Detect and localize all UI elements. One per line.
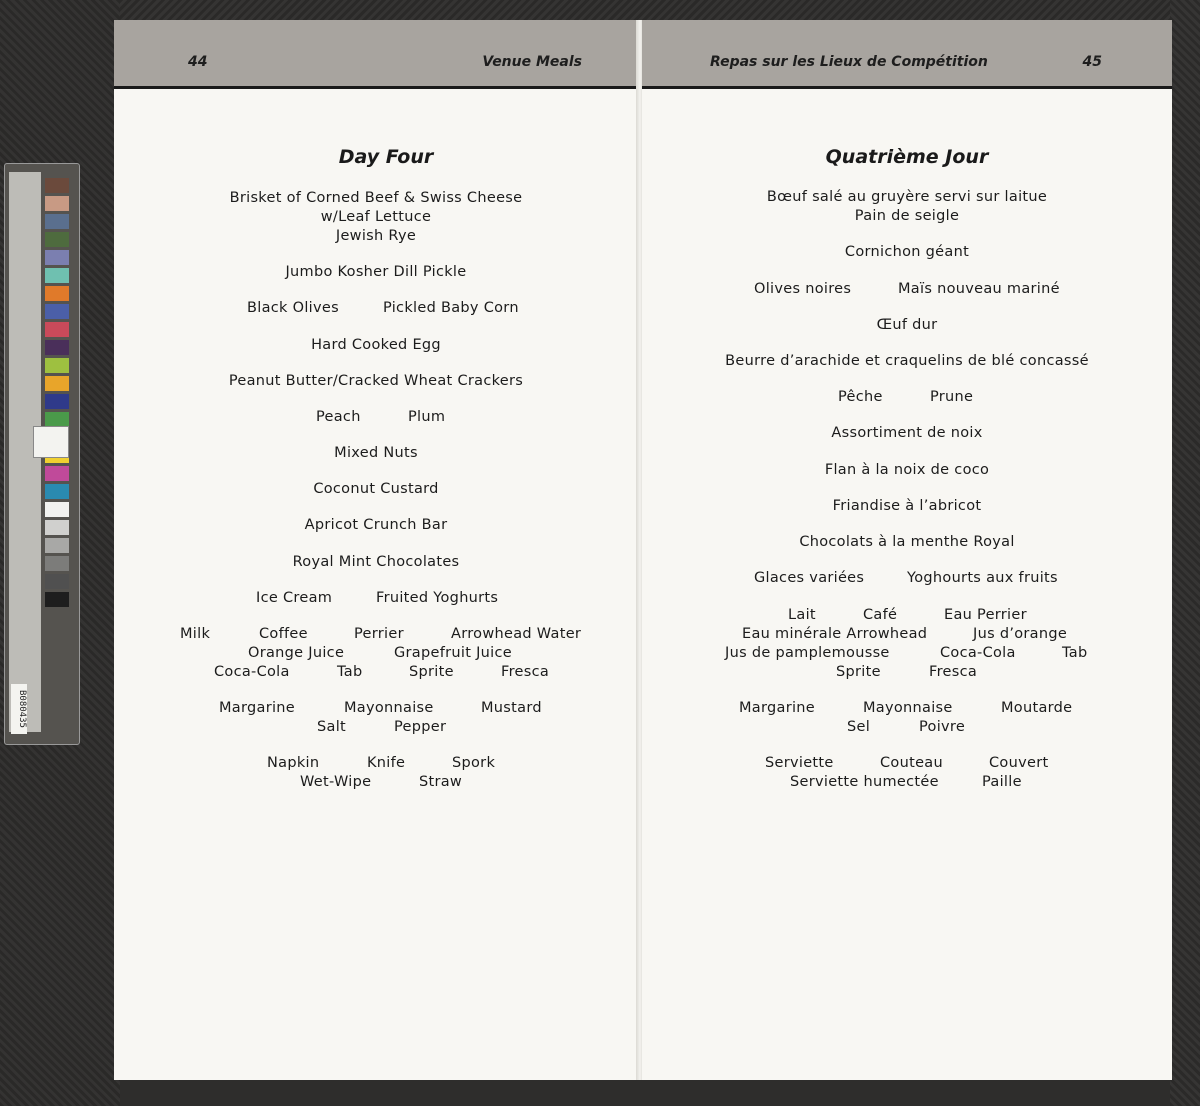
menu-item: Sprite	[409, 664, 454, 680]
menu-line: Bœuf salé au gruyère servi sur laitue	[766, 189, 1048, 205]
menu-line: Coconut Custard	[313, 481, 439, 497]
color-swatch	[45, 502, 69, 517]
menu-item: Black Olives	[247, 300, 339, 316]
color-swatch	[45, 178, 69, 193]
menu-item: Coca-Cola	[214, 664, 290, 680]
menu-item: Café	[863, 607, 898, 623]
color-swatch	[45, 232, 69, 247]
menu-item: Maïs nouveau mariné	[898, 281, 1060, 297]
menu-line: Pain de seigle	[854, 208, 960, 224]
menu-item: Ice Cream	[256, 590, 333, 606]
menu-item: Spork	[452, 755, 496, 771]
menu-line: Peanut Butter/Cracked Wheat Crackers	[228, 373, 524, 389]
menu-line: Mixed Nuts	[334, 445, 418, 461]
left-page-number: 44	[188, 54, 208, 70]
menu-item: Moutarde	[1001, 700, 1073, 716]
menu-item: Pickled Baby Corn	[383, 300, 519, 316]
color-swatch	[45, 340, 69, 355]
left-header-band	[114, 20, 638, 89]
menu-item: Salt	[317, 719, 347, 735]
menu-line: w/Leaf Lettuce	[320, 209, 432, 225]
menu-line: Chocolats à la menthe Royal	[799, 534, 1015, 550]
menu-item: Orange Juice	[248, 645, 345, 661]
right-page-number: 45	[1082, 54, 1102, 70]
menu-item: Eau Perrier	[944, 607, 1027, 623]
menu-line: Jumbo Kosher Dill Pickle	[285, 264, 467, 280]
menu-item: Yoghourts aux fruits	[907, 570, 1058, 586]
color-swatch	[45, 592, 69, 607]
color-swatch	[45, 304, 69, 319]
color-swatch	[45, 394, 69, 409]
menu-item: Sprite	[836, 664, 881, 680]
color-swatch	[45, 484, 69, 499]
menu-item: Mustard	[481, 700, 542, 716]
menu-line: Œuf dur	[876, 317, 938, 333]
menu-item: Pêche	[838, 389, 883, 405]
color-swatch	[45, 520, 69, 535]
menu-item: Fresca	[929, 664, 978, 680]
menu-item: Grapefruit Juice	[394, 645, 512, 661]
color-checker-strip	[4, 163, 80, 745]
menu-item: Serviette	[765, 755, 834, 771]
menu-line: Friandise à l’abricot	[832, 498, 982, 514]
checker-label: B080435	[11, 684, 27, 734]
right-running-head: Repas sur les Lieux de Compétition	[710, 54, 988, 70]
menu-item: Mayonnaise	[344, 700, 434, 716]
color-swatch	[45, 214, 69, 229]
menu-item: Peach	[316, 409, 361, 425]
menu-item: Margarine	[219, 700, 295, 716]
background-felt-right	[1170, 0, 1200, 1106]
menu-line: Apricot Crunch Bar	[304, 517, 448, 533]
menu-item: Paille	[982, 774, 1022, 790]
menu-item: Knife	[367, 755, 406, 771]
menu-line: Royal Mint Chocolates	[292, 554, 460, 570]
color-swatch	[45, 556, 69, 571]
color-swatch	[45, 376, 69, 391]
color-swatch	[45, 412, 69, 427]
menu-line: Brisket of Corned Beef & Swiss Cheese	[229, 190, 523, 206]
color-swatch	[45, 286, 69, 301]
menu-item: Milk	[180, 626, 211, 642]
menu-item: Arrowhead Water	[451, 626, 582, 642]
reference-card	[33, 426, 69, 458]
background-felt-top	[0, 0, 1200, 22]
menu-item: Pepper	[394, 719, 447, 735]
menu-item: Straw	[419, 774, 463, 790]
color-swatch	[45, 268, 69, 283]
menu-item: Couteau	[880, 755, 943, 771]
menu-item: Perrier	[354, 626, 404, 642]
color-swatch	[45, 250, 69, 265]
menu-item: Tab	[1062, 645, 1088, 661]
menu-line: Beurre d’arachide et craquelins de blé concassé	[725, 353, 1089, 369]
right-page-title: Quatrième Jour	[825, 146, 989, 168]
menu-item: Poivre	[919, 719, 966, 735]
menu-item: Plum	[408, 409, 446, 425]
color-swatch	[45, 322, 69, 337]
menu-item: Fresca	[501, 664, 550, 680]
menu-item: Prune	[930, 389, 974, 405]
menu-item: Glaces variées	[754, 570, 865, 586]
menu-line: Assortiment de noix	[831, 425, 983, 441]
menu-item: Wet-Wipe	[300, 774, 372, 790]
left-page	[114, 20, 638, 1080]
menu-line: Hard Cooked Egg	[311, 337, 441, 353]
menu-item: Mayonnaise	[863, 700, 953, 716]
menu-item: Napkin	[267, 755, 320, 771]
menu-item: Coca-Cola	[940, 645, 1016, 661]
color-swatch	[45, 538, 69, 553]
color-swatch	[45, 196, 69, 211]
menu-item: Fruited Yoghurts	[376, 590, 499, 606]
menu-item: Couvert	[989, 755, 1049, 771]
menu-item: Sel	[847, 719, 871, 735]
right-header-band	[642, 20, 1172, 89]
menu-item: Coffee	[259, 626, 308, 642]
menu-item: Lait	[788, 607, 816, 623]
left-running-head: Venue Meals	[482, 54, 582, 70]
menu-item: Jus de pamplemousse	[725, 645, 890, 661]
menu-item: Serviette humectée	[790, 774, 939, 790]
right-page	[642, 20, 1172, 1080]
color-swatch	[45, 358, 69, 373]
menu-item: Jus d’orange	[973, 626, 1068, 642]
menu-item: Eau minérale Arrowhead	[742, 626, 928, 642]
left-page-title: Day Four	[338, 146, 434, 168]
color-swatch	[45, 574, 69, 589]
menu-line: Flan à la noix de coco	[824, 462, 990, 478]
menu-item: Tab	[337, 664, 363, 680]
menu-item: Olives noires	[754, 281, 852, 297]
color-swatch	[45, 466, 69, 481]
menu-line: Jewish Rye	[335, 228, 417, 244]
menu-line: Cornichon géant	[844, 244, 970, 260]
menu-item: Margarine	[739, 700, 815, 716]
